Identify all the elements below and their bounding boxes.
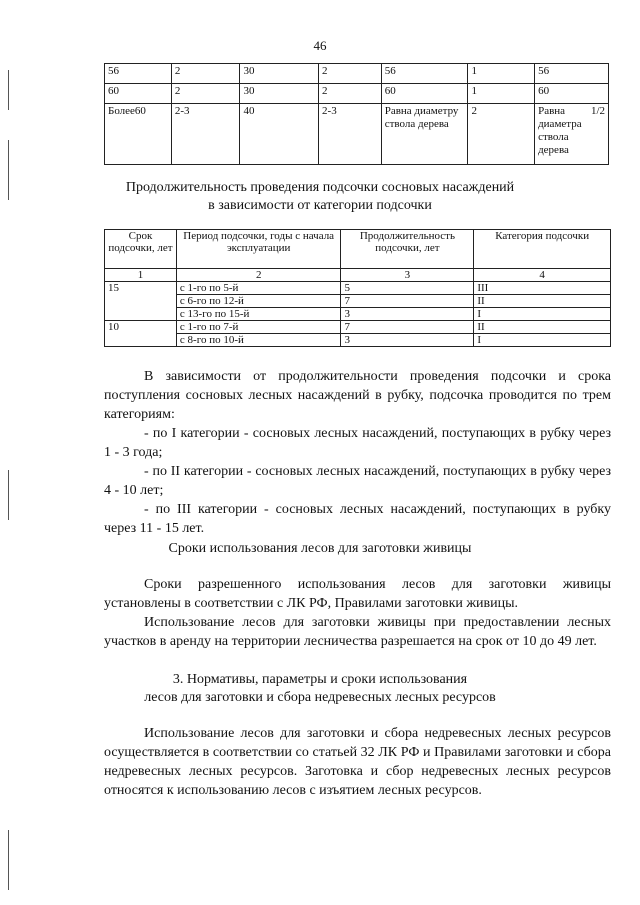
continuation-table xyxy=(104,63,609,165)
table-cell: с 8-го по 10-й xyxy=(176,334,341,347)
margin-mark xyxy=(8,470,9,520)
table-cell: 40 xyxy=(240,104,319,165)
heading-line: в зависимости от категории подсочки xyxy=(208,198,432,213)
table-cell: 7 xyxy=(341,295,474,308)
term-cell: 10 xyxy=(105,321,177,347)
table-cell: III xyxy=(474,282,611,295)
table-cell: 2 xyxy=(319,64,382,84)
header-cell: Период подсочки, годы с начала эксплуатации xyxy=(176,230,341,269)
table-cell: 3 xyxy=(341,334,474,347)
heading-line: Продолжительность проведения подсочки сосновых насаждений xyxy=(125,180,515,195)
page-number: 46 xyxy=(313,38,327,53)
table-cell-last xyxy=(535,104,609,165)
header-cell: Продолжительность подсочки, лет xyxy=(341,230,474,269)
list-item: - по I категории - сосновых лесных насаждений, поступающих в рубку через 1 - 3 года; xyxy=(104,426,611,460)
margin-mark xyxy=(8,70,9,110)
number-cell: 1 xyxy=(105,269,177,282)
table-cell: 2 xyxy=(319,84,382,104)
table-cell: 1 xyxy=(468,84,535,104)
table-cell: 30 xyxy=(240,84,319,104)
table-row xyxy=(105,334,611,347)
term-cell: 15 xyxy=(105,282,177,321)
table-cell: 2-3 xyxy=(319,104,382,165)
table-cell: Более60 xyxy=(105,104,172,165)
paragraph-text: Сроки разрешенного использования лесов для заготовки живицы установлены в соответствии с ЛК РФ, Правилами заготовки живицы. xyxy=(104,577,611,611)
table-cell: с 13-го по 15-й xyxy=(176,308,341,321)
table-cell: 30 xyxy=(240,64,319,84)
header-cell: Категория подсочки xyxy=(474,230,611,269)
table-cell: II xyxy=(474,321,611,334)
table-cell: 1 xyxy=(468,64,535,84)
table-cell: 56 xyxy=(381,64,468,84)
table-cell: 56 xyxy=(105,64,172,84)
table-number-row xyxy=(105,269,611,282)
table-cell: Равна диаметру ствола дерева xyxy=(381,104,468,165)
list-item: - по III категории - сосновых лесных насаждений, поступающих в рубку через 11 - 15 лет. xyxy=(104,502,611,536)
number-cell: 2 xyxy=(176,269,341,282)
table-cell: с 1-го по 5-й xyxy=(176,282,341,295)
table-cell: 2 xyxy=(171,84,240,104)
table-row xyxy=(105,321,611,334)
paragraph-text: Использование лесов для заготовки и сбора недревесных лесных ресурсов осуществляется в соответствии со статьей 32 ЛК РФ и Правилами заготовки и сбора недревесных лесных ресурсов. Заготовка и сбор недревесных лесных ресурсов относятся к использованию лесов с изъятием лесных ресурсов. xyxy=(104,726,611,798)
table-cell: 7 xyxy=(341,321,474,334)
cell-word: Равна xyxy=(538,105,566,117)
header-cell: Срок подсочки, лет xyxy=(105,230,177,269)
tapping-table xyxy=(104,229,611,347)
section-heading-1 xyxy=(0,179,640,215)
table-cell: I xyxy=(474,334,611,347)
table-cell: 60 xyxy=(535,84,609,104)
section-heading-3 xyxy=(0,671,640,707)
table-cell: 2-3 xyxy=(171,104,240,165)
non-timber-paragraph xyxy=(104,724,611,800)
number-cell: 3 xyxy=(341,269,474,282)
table-cell: 3 xyxy=(341,308,474,321)
table-header-row xyxy=(105,230,611,269)
table-cell: 56 xyxy=(535,64,609,84)
table-cell: 5 xyxy=(341,282,474,295)
resin-paragraph xyxy=(104,575,611,651)
table-cell: 2 xyxy=(171,64,240,84)
table-cell: с 6-го по 12-й xyxy=(176,295,341,308)
table-cell: I xyxy=(474,308,611,321)
section-heading-2: Сроки использования лесов для заготовки живицы xyxy=(168,541,472,556)
table-cell: 2 xyxy=(468,104,535,165)
paragraph-text: Использование лесов для заготовки живицы при предоставлении лесных участков в аренду на территории лесничества разрешается на срок от 10 до 49 лет. xyxy=(104,615,611,649)
list-item: - по II категории - сосновых лесных насаждений, поступающих в рубку через 4 - 10 лет; xyxy=(104,464,611,498)
table-row xyxy=(105,84,609,104)
table-row xyxy=(105,64,609,84)
cell-rest: диаметра ствола дерева xyxy=(538,118,582,156)
table-row xyxy=(105,282,611,295)
table-cell: 60 xyxy=(381,84,468,104)
table-cell: II xyxy=(474,295,611,308)
heading-line: лесов для заготовки и сбора недревесных лесных ресурсов xyxy=(144,690,496,705)
table-row xyxy=(105,295,611,308)
margin-mark xyxy=(8,830,9,890)
number-cell: 4 xyxy=(474,269,611,282)
table-cell: 60 xyxy=(105,84,172,104)
table-cell: с 1-го по 7-й xyxy=(176,321,341,334)
paragraph-text: В зависимости от продолжительности проведения подсочки и срока поступления сосновых лесных насаждений в рубку, подсочка проводится по трем категориям: xyxy=(104,369,611,422)
heading-line: 3. Нормативы, параметры и сроки использования xyxy=(172,672,468,687)
table-row xyxy=(105,308,611,321)
categories-paragraph xyxy=(104,367,611,538)
cell-word: 1/2 xyxy=(590,105,605,117)
table-row xyxy=(105,104,609,165)
